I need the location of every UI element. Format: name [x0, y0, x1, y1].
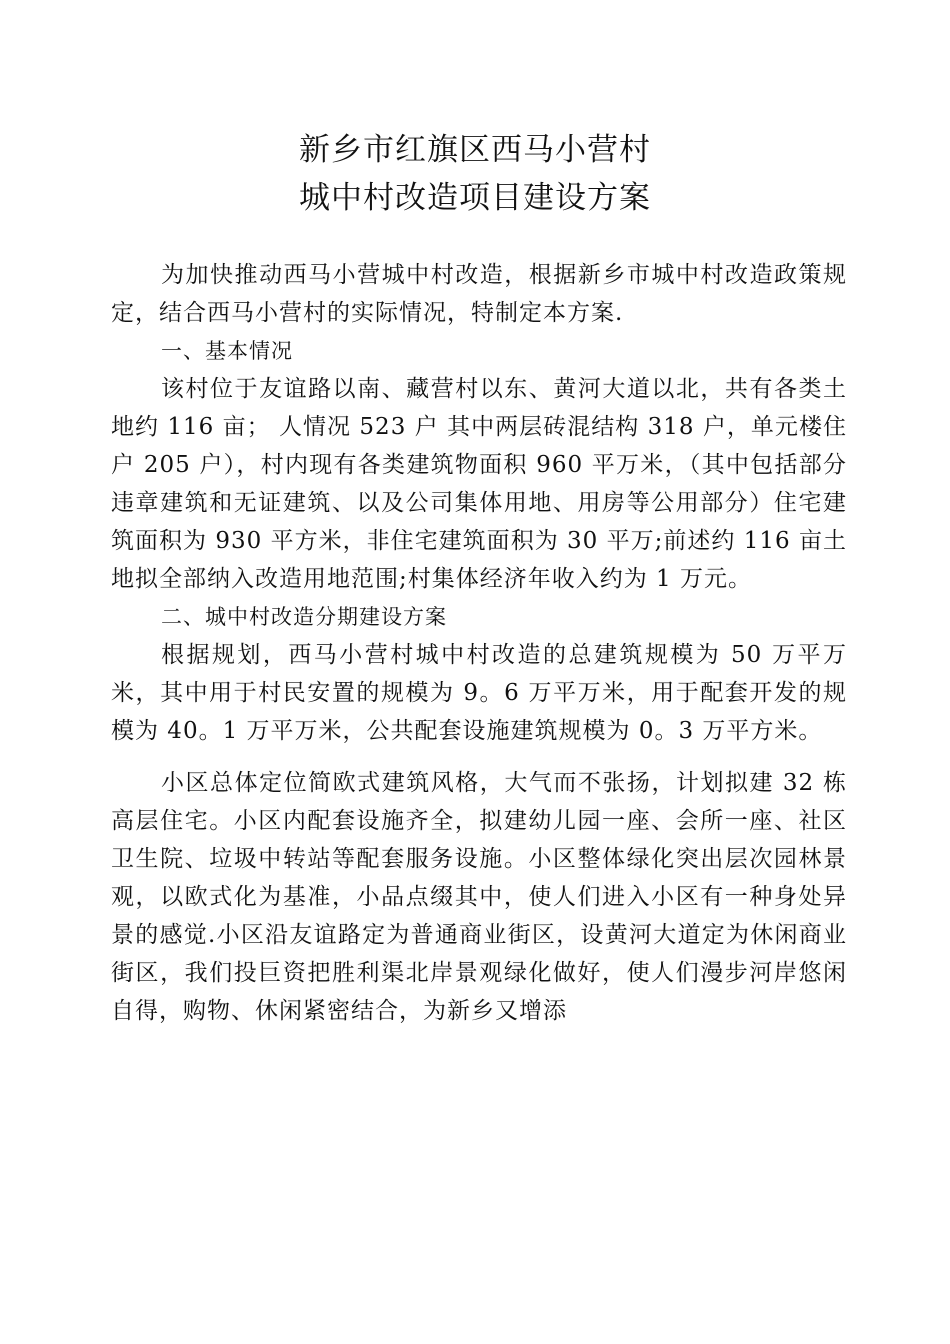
document-title	[0, 126, 950, 222]
section-1-paragraph: 该村位于友谊路以南、藏营村以东、黄河大道以北，共有各类土地约 116 亩； 人情况 523 户 其中两层砖混结构 318 户，单元楼住户 205 户），村内现有各类建筑物面积 960 平万米，（其中包括部分违章建筑和无证建筑、以及公司集体用地、用房等公用部分）住宅建筑面积为 930 平方米，非住宅建筑面积为 30 平万;前述约 116 亩土地拟全部纳入改造用地范围;村集体经济年收入约为 1 万元。	[111, 376, 847, 592]
section-2-paragraph-2: 小区总体定位简欧式建筑风格，大气而不张扬，计划拟建 32 栋高层住宅。小区内配套设施齐全，拟建幼儿园一座、会所一座、社区卫生院、垃圾中转站等配套服务设施。小区整体绿化突出层次园林景观，以欧式化为基准，小品点缀其中，使人们进入小区有一种身处异景的感觉.小区沿友谊路定为普通商业街区，设黄河大道定为休闲商业街区，我们投巨资把胜利渠北岸景观绿化做好，使人们漫步河岸悠闲自得，购物、休闲紧密结合，为新乡又增添	[111, 770, 847, 1024]
title-line-1: 新乡市红旗区西马小营村	[299, 132, 651, 168]
document-body	[111, 256, 847, 1030]
section-2-heading: 二、城中村改造分期建设方案	[161, 605, 447, 629]
intro-paragraph: 为加快推动西马小营城中村改造，根据新乡市城中村改造政策规定，结合西马小营村的实际情况，特制定本方案.	[111, 262, 847, 326]
title-line-2: 城中村改造项目建设方案	[299, 180, 651, 216]
section-2-paragraph-1: 根据规划，西马小营村城中村改造的总建筑规模为 50 万平万米，其中用于村民安置的规模为 9。6 万平万米，用于配套开发的规模为 40。1 万平万米，公共配套设施建筑规模为 0。3 万平方米。	[111, 642, 847, 744]
paragraph-spacer	[111, 750, 847, 764]
section-1-heading: 一、基本情况	[161, 339, 293, 363]
